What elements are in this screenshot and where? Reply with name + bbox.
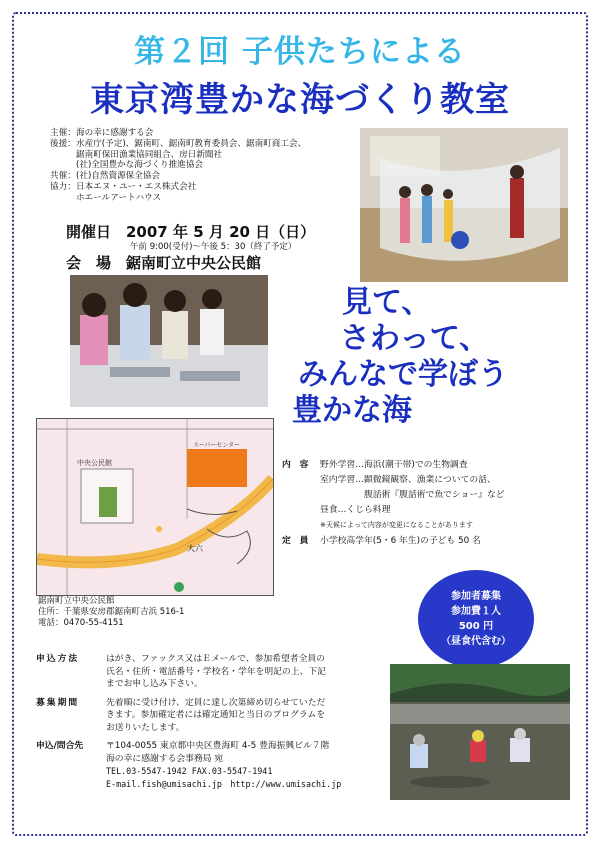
organizer-key: 協力： <box>50 181 76 192</box>
event-time: 午前 9:00(受付)～午後 5：30（終了予定） <box>130 242 297 252</box>
application-line: までお申し込み下さい。 <box>106 679 203 689</box>
map-label-road: 大六 <box>187 544 203 553</box>
content-line: 室内学習…顕微鏡観察、漁業についての話、 <box>320 475 496 485</box>
organizer-line: 水産庁(予定)、鋸南町、鋸南町教育委員会、鋸南町商工会、 <box>76 138 307 149</box>
application-line: 先着順に受け付け、定員に達し次第締め切らせていただ <box>106 697 326 708</box>
content-label: 内 容 <box>282 460 309 470</box>
photo-children-desks-graphic <box>70 275 268 407</box>
map-caption-line: 電話：0470-55-4151 <box>38 618 124 628</box>
contact-email-url[interactable]: E-mail.fish@umisachi.jp http://www.umisachi.jp <box>106 778 342 789</box>
capacity-label: 定 員 <box>282 536 309 546</box>
content-line: 昼食…くじら料理 <box>320 505 391 515</box>
content-section <box>282 458 582 549</box>
application-contact <box>36 740 396 790</box>
map-caption <box>38 596 184 629</box>
event-venue: 会 場 鋸南町立中央公民館 <box>66 254 262 272</box>
slogan <box>292 285 582 429</box>
organizer-line: (社)全国豊かな海づくり推進協会 <box>76 160 204 171</box>
badge-line: （昼食代含む） <box>441 636 511 647</box>
application-line: 氏名・住所・電話番号・学校名・学年を明記の上、下記 <box>106 666 326 677</box>
venue-map <box>36 418 274 596</box>
slogan-line: さわって、 <box>340 321 490 356</box>
organizer-line: 鋸南町保田漁業協同組合、房日新聞社 <box>76 149 223 160</box>
photo-classroom-nets <box>360 128 568 282</box>
organizer-key: 後援： <box>50 138 76 149</box>
slogan-line: みんなで学ぼう <box>298 357 508 392</box>
content-note: ※天候によって内容が変更になることがあります <box>320 521 473 529</box>
map-caption-line: 鋸南町立中央公民館 <box>38 596 115 606</box>
application-line: お送りいたします。 <box>106 722 185 733</box>
badge-line: 参加費１人 <box>451 606 501 617</box>
application-key: 募集期間 <box>36 697 80 708</box>
application-line: はがき、ファックス又はＥメールで、参加希望者全員の <box>106 654 325 664</box>
application-key: 申込/問合先 <box>36 741 84 751</box>
title-line-2: 東京湾豊かな海づくり教室 <box>90 80 510 120</box>
application-line: 〒104-0055 東京都中央区豊海町 4-5 豊海振興ビル７階 <box>106 741 330 751</box>
map-label-hall: 中央公民館 <box>77 459 112 467</box>
organizer-key: 共催： <box>50 171 76 182</box>
organizer-cooperation <box>50 182 306 204</box>
capacity-value: 小学校高学年(5・6 年生)の子ども 50 名 <box>320 536 481 546</box>
application-section <box>36 653 396 796</box>
application-key: 申込方法 <box>36 654 80 664</box>
organizer-line: 日本エヌ・ユー・エス株式会社 <box>76 181 197 192</box>
map-label-store: スーパーセンター <box>193 442 241 449</box>
organizer-line: (社)自然資源保全協会 <box>76 171 161 182</box>
photo-children-desks <box>70 275 268 407</box>
application-period <box>36 697 396 735</box>
content-row <box>282 458 582 518</box>
organizer-support <box>50 139 306 171</box>
fee-badge <box>418 570 534 668</box>
photo-tidal-flat-graphic <box>390 664 570 800</box>
organizer-line: ホエールアートハウス <box>76 192 162 203</box>
photo-classroom-nets-graphic <box>360 128 568 282</box>
application-line: きます。参加確定者には確定通知と当日のプログラムを <box>106 710 326 720</box>
content-line: 腹話術『腹話術で魚でショー』など <box>320 490 505 500</box>
contact-phone: TEL.03-5547-1942 FAX.03-5547-1941 <box>106 766 273 776</box>
organizer-host <box>50 128 306 139</box>
venue-map-graphic <box>37 419 273 595</box>
slogan-line: 見て、 <box>342 285 432 320</box>
organizers-list <box>50 128 306 204</box>
event-date: 開催日 2007 年 5 月 20 日（日） <box>66 223 316 241</box>
photo-tidal-flat <box>390 664 570 800</box>
badge-line: 参加者募集 <box>451 591 501 602</box>
organizer-key: 主催： <box>50 128 76 138</box>
organizer-cohost <box>50 171 306 182</box>
slogan-line: 豊かな海 <box>292 393 412 428</box>
map-caption-line: 住所：千葉県安房郡鋸南町吉浜 516-1 <box>38 607 185 617</box>
title-line-1: 第２回 子供たちによる <box>134 34 466 70</box>
application-method <box>36 653 396 691</box>
content-line: 野外学習…海浜(潮干帯)での生物調査 <box>320 460 468 470</box>
badge-line: 500 円 <box>458 621 494 632</box>
organizer-line: 海の幸に感謝する会 <box>76 128 154 138</box>
capacity-row <box>282 534 582 549</box>
application-line: 海の幸に感謝する会事務局 宛 <box>106 753 224 764</box>
